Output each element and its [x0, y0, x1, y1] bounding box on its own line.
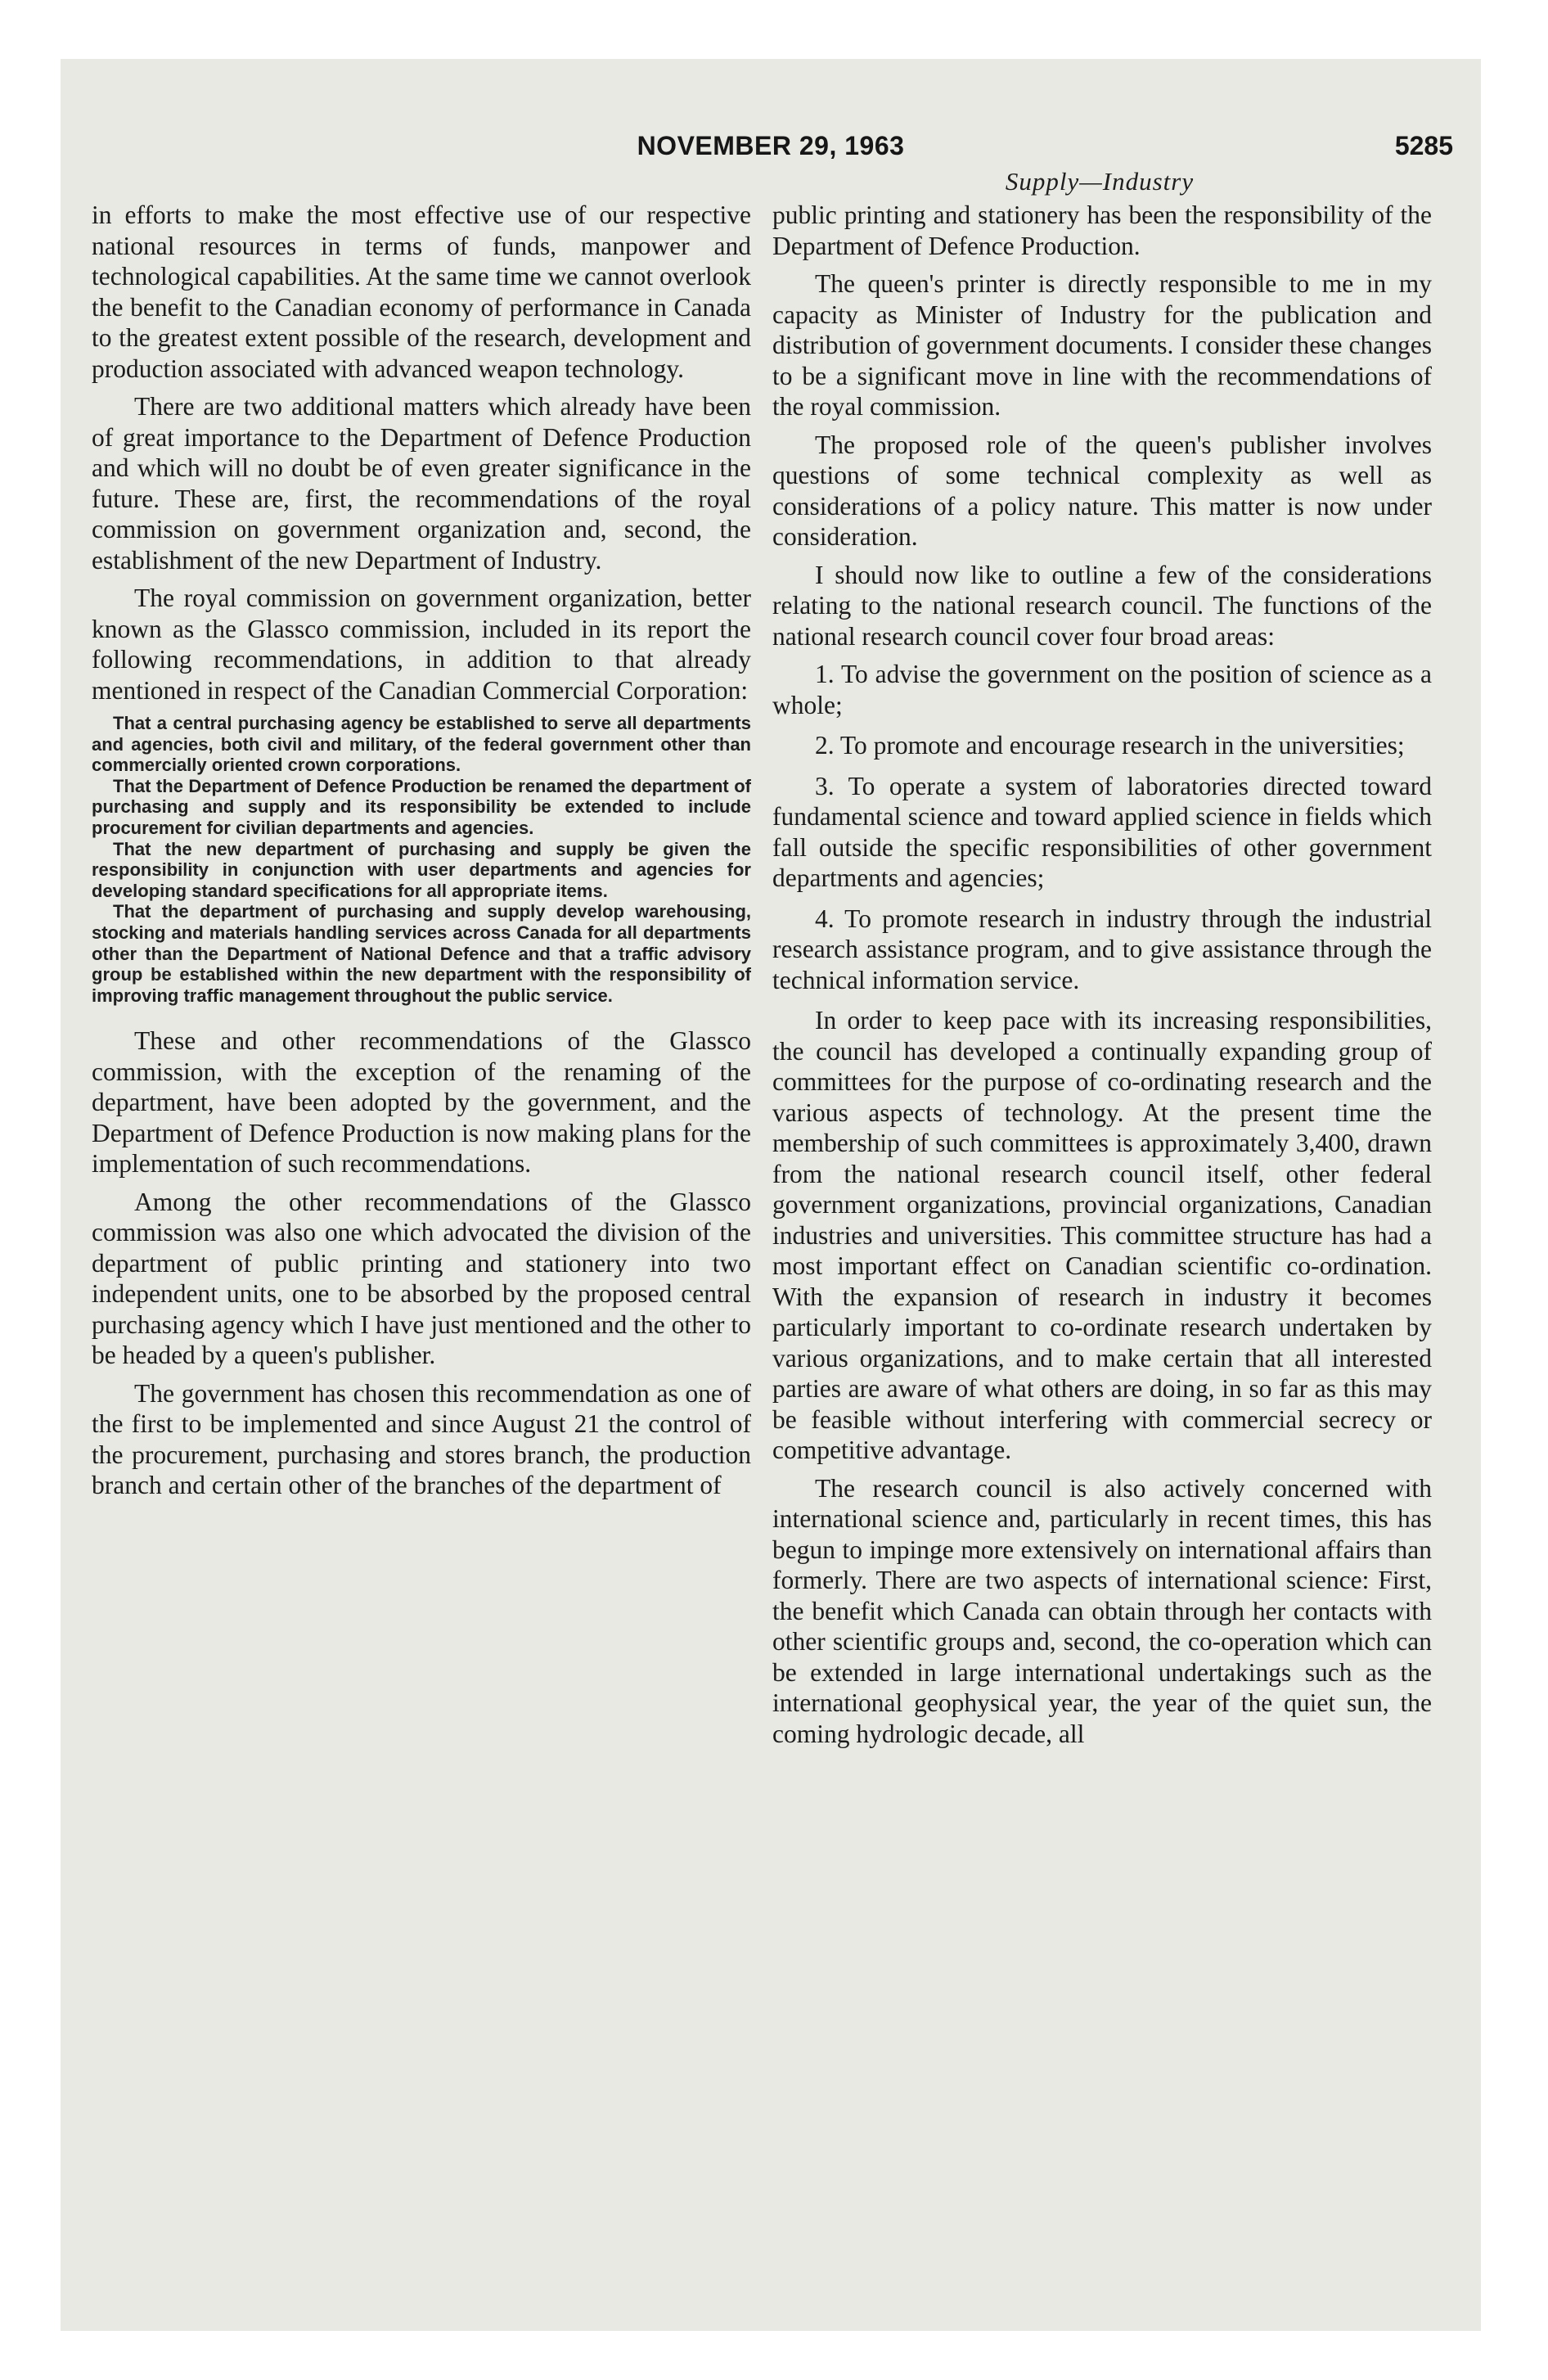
- paragraph: The royal commission on government organization, better known as the Glassco commission, included in its report the following recommendations, in addition to that already mentioned in respect of the Canadian Commercial Corporation:: [92, 584, 751, 705]
- list-item: 3. To operate a system of laboratories directed toward fundamental science and toward applied science in fields which fall outside the specific responsibilities of other government departments and agencies;: [772, 771, 1432, 892]
- header-date: NOVEMBER 29, 1963: [637, 131, 905, 160]
- left-column: [92, 200, 751, 2311]
- list-item: 4. To promote research in industry through the industrial research assistance program, and to give assistance through the technical information service.: [772, 904, 1432, 994]
- quote-paragraph: That the Department of Defence Production be renamed the department of purchasing and supply and its responsibility be extended to include procurement for civilian departments and agencies.: [92, 775, 751, 838]
- paragraph: public printing and stationery has been the responsibility of the Department of Defence Production.: [772, 201, 1432, 260]
- paragraph: The proposed role of the queen's publisher involves questions of some technical complexity as well as considerations of a policy nature. This matter is now under consideration.: [772, 430, 1432, 551]
- quote-paragraph: That a central purchasing agency be established to serve all departments and agencies, both civil and military, of the federal government other than commercially oriented crown corporations.: [92, 713, 751, 776]
- paragraph: The research council is also actively concerned with international science and, particularly in recent times, this has begun to impinge more extensively on international affairs than formerly. There are two aspects of international science: First, the benefit which Canada can obtain through her contacts with other scientific groups and, second, the co-operation which can be extended in large international undertakings such as the international geophysical year, the year of the quiet sun, the coming hydrologic decade, all: [772, 1473, 1432, 1748]
- page-number: 5285: [1394, 131, 1453, 160]
- page-sheet: [61, 59, 1481, 2331]
- list-item: 2. To promote and encourage research in the universities;: [815, 731, 1405, 760]
- quoted-recommendations: [92, 713, 751, 1006]
- paragraph: These and other recommendations of the Glassco commission, with the exception of the renaming of the department, have been adopted by the government, and the Department of Defence Production is now making plans for the implementation of such recommendations.: [92, 1026, 751, 1179]
- quote-paragraph: That the new department of purchasing and supply be given the responsibility in conjunction with user departments and agencies for developing standard specifications for all appropriate items.: [92, 838, 751, 901]
- paragraph: Among the other recommendations of the Glassco commission was also one which advocated the division of the department of public printing and stationery into two independent units, one to be absorbed by the proposed central purchasing agency which I have just mentioned and the other to be headed by a queen's publisher.: [92, 1187, 751, 1370]
- paragraph: in efforts to make the most effective use of our respective national resources in terms of funds, manpower and technological capabilities. At the same time we cannot overlook the benefit to the Canadian economy of performance in Canada to the greatest extent possible of the research, development and production associated with advanced weapon technology.: [92, 201, 751, 383]
- paragraph: There are two additional matters which already have been of great importance to the Department of Defence Production and which will no doubt be of even greater significance in the future. These are, first, the recommendations of the royal commission on government organization and, second, the establishment of the new Department of Industry.: [92, 392, 751, 575]
- paragraph: I should now like to outline a few of the considerations relating to the national research council. The functions of the national research council cover four broad areas:: [772, 560, 1432, 651]
- page-header: [88, 131, 1453, 164]
- list-item: 1. To advise the government on the position of science as a whole;: [772, 660, 1432, 719]
- paragraph: The queen's printer is directly responsible to me in my capacity as Minister of Industry for the publication and distribution of government documents. I consider these changes to be a significant move in line with the recommendations of the royal commission.: [772, 269, 1432, 421]
- right-column: [772, 200, 1432, 2311]
- subject-heading: Supply—Industry: [1005, 167, 1195, 196]
- quote-paragraph: That the department of purchasing and supply develop warehousing, stocking and materials handling services across Canada for all departments other than the Department of National Defence and that a traffic advisory group be established within the new department with the responsibility of improving traffic management throughout the public service.: [92, 901, 751, 1006]
- paragraph: In order to keep pace with its increasing responsibilities, the council has developed a continually expanding group of committees for the purpose of co-ordinating research and the various aspects of technology. At the present time the membership of such committees is approximately 3,400, drawn from the national research council itself, other federal government organizations, provincial organizations, Canadian industries and universities. This committee structure has had a most important effect on Canadian scientific co-ordination. With the expansion of research in industry it becomes particularly important to co-ordinate research undertaken by various organizations, and to make certain that all interested parties are aware of what others are doing, in so far as this may be feasible without interfering with commercial secrecy or competitive advantage.: [772, 1006, 1432, 1464]
- paragraph: The government has chosen this recommendation as one of the first to be implemented and since August 21 the control of the procurement, purchasing and stores branch, the production branch and certain other of the branches of the department of: [92, 1378, 751, 1500]
